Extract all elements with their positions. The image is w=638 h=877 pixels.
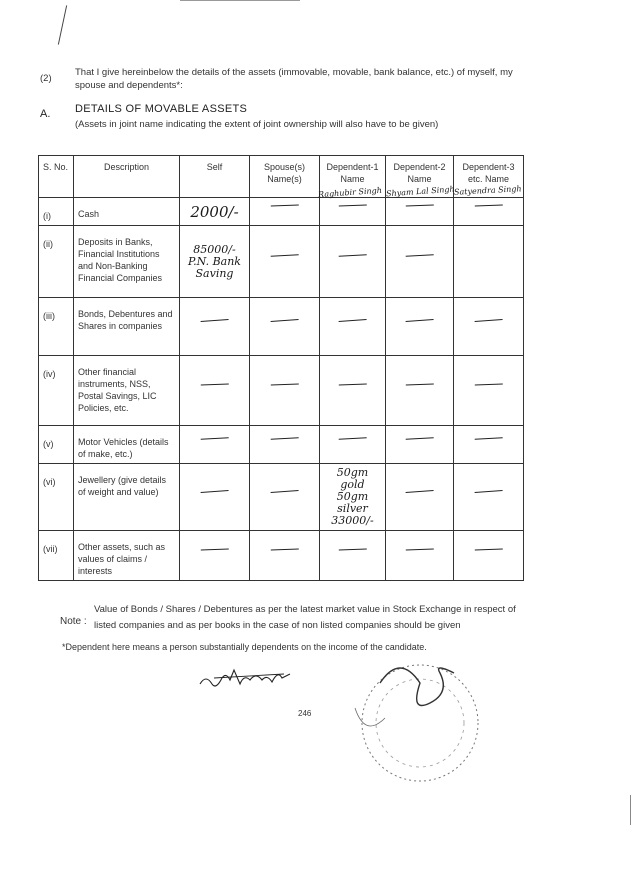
row-number: (iii) [39,298,74,356]
row-description: Cash [74,198,180,226]
cell-dep3 [454,531,524,581]
cell-dep2 [386,531,454,581]
dependent-definition: *Dependent here means a person substantially dependents on the income of the candidate. [62,642,427,652]
cell-dep2 [386,426,454,464]
col-header-dependent-3: Dependent-3 etc. Name [454,156,524,198]
cell-spouse [250,298,320,356]
dash-mark [474,549,502,563]
item-text: That I give hereinbelow the details of the assets (immovable, movable, bank balance, etc.) of myself, my spouse and dependents*: [75,67,513,91]
dash-mark [200,437,229,451]
dash-mark [338,254,367,268]
dash-mark [405,254,434,268]
dash-mark [405,319,434,334]
table-row [39,198,524,226]
row-description: Other assets, such as values of claims / interests [74,531,180,581]
dash-mark [270,384,298,398]
dash-mark [405,205,433,219]
dash-mark [474,437,503,451]
row-description: Jewellery (give details of weight and value) [74,464,180,531]
cell-spouse [250,356,320,426]
dash-mark [270,319,299,334]
section-note: (Assets in joint name indicating the extent of joint ownership will also have to be given) [75,119,439,130]
cell-dep2 [386,198,454,226]
dash-mark [405,437,434,451]
dash-mark [338,205,366,219]
cell-dep1 [320,298,386,356]
dash-mark [338,384,366,398]
cell-self [180,226,250,298]
cell-self [180,356,250,426]
cell-dep3 [454,356,524,426]
dash-mark [474,319,503,334]
col-header-self: Self [180,156,250,198]
cell-spouse [250,226,320,298]
cell-dep1 [320,426,386,464]
cell-dep1 [320,226,386,298]
dash-mark [200,319,229,334]
dash-mark [270,490,299,505]
dash-mark [338,549,366,563]
cell-spouse [250,531,320,581]
cell-dep3 [454,464,524,531]
dash-mark [338,437,367,451]
dash-mark [200,490,229,505]
handwritten-dep1-name: Raghubir Singh [317,185,383,200]
handwritten-value: 2000/- [190,202,239,221]
dash-mark [405,384,433,398]
table-row [39,226,524,298]
dash-mark [270,437,299,451]
handwritten-value: 50gm gold 50gm silver 33000/- [331,466,374,527]
dash-mark [474,205,502,219]
handwritten-dep3-name: Satyendra Singh [453,184,522,197]
cell-self [180,531,250,581]
note-text: Value of Bonds / Shares / Debentures as per the latest market value in Stock Exchange in respect of listed companies and as per books in the case of non listed companies should be given [94,604,516,631]
cell-spouse [250,198,320,226]
cell-spouse [250,426,320,464]
table-row [39,426,524,464]
scan-margin-line [58,5,67,44]
dash-mark [200,549,228,563]
section-letter: A. [40,108,51,120]
col-header-spouse: Spouse(s) Name(s) [250,156,320,198]
cell-dep1 [320,464,386,531]
row-number: (i) [39,198,74,226]
row-description: Other financial instruments, NSS, Postal Savings, LIC Policies, etc. [74,356,180,426]
scan-edge-mark [630,795,631,825]
cell-dep3 [454,426,524,464]
page-number: 246 [298,709,312,718]
handwritten-dep2-name: Shyam Lal Singh [385,184,455,199]
section-heading: DETAILS OF MOVABLE ASSETS [75,103,248,115]
cell-dep2 [386,226,454,298]
official-seal-stamp [340,648,490,793]
row-description: Motor Vehicles (details of make, etc.) [74,426,180,464]
cell-dep2 [386,298,454,356]
table-row [39,356,524,426]
col-header-dependent-2: Dependent-2 Name [386,156,454,198]
cell-spouse [250,464,320,531]
col-header-description: Description [74,156,180,198]
cell-dep3 [454,226,524,298]
handwritten-value: 85000/- P.N. Bank Saving [188,242,241,280]
note-label: Note : [60,616,87,627]
dash-mark [405,490,434,505]
dash-mark [474,490,503,505]
cell-dep1 [320,531,386,581]
dash-mark [270,549,298,563]
dash-mark [338,319,367,334]
cell-self [180,426,250,464]
cell-dep3 [454,198,524,226]
col-header-dependent-1: Dependent-1 Name [320,156,386,198]
cell-self [180,464,250,531]
scan-top-line [180,0,300,1]
dash-mark [270,205,298,219]
cell-dep1 [320,356,386,426]
row-description: Deposits in Banks, Financial Institutions and Non-Banking Financial Companies [74,226,180,298]
dash-mark [474,384,502,398]
cell-dep1 [320,198,386,226]
table-row [39,464,524,531]
table-row [39,298,524,356]
cell-self [180,298,250,356]
cell-dep3 [454,298,524,356]
movable-assets-table [38,155,524,581]
cell-self [180,198,250,226]
cell-dep2 [386,464,454,531]
dash-mark [405,549,433,563]
row-number: (v) [39,426,74,464]
row-number: (vi) [39,464,74,531]
row-number: (ii) [39,226,74,298]
row-number: (vii) [39,531,74,581]
dash-mark [270,254,299,268]
row-number: (iv) [39,356,74,426]
candidate-signature [196,664,306,703]
table-row [39,531,524,581]
cell-dep2 [386,356,454,426]
item-number: (2) [40,73,52,84]
dash-mark [200,384,228,398]
col-header-sno: S. No. [39,156,74,198]
row-description: Bonds, Debentures and Shares in companies [74,298,180,356]
